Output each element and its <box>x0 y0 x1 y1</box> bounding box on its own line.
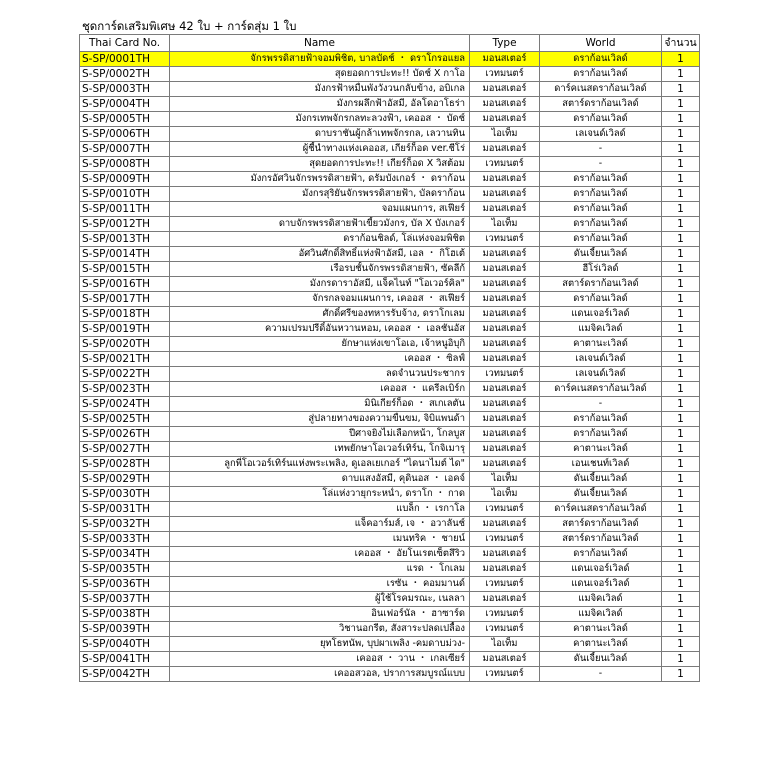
card-number-cell: S-SP/0031TH <box>80 502 170 517</box>
card-name-cell: ดาบราชันผู้กล้าเทพจักรกล, เลวานทิน <box>170 127 470 142</box>
card-list-sheet <box>79 18 699 682</box>
table-row <box>80 157 700 172</box>
card-number-cell: S-SP/0021TH <box>80 352 170 367</box>
card-world-cell: ดราก้อนเวิลด์ <box>540 412 662 427</box>
table-row <box>80 52 700 67</box>
table-row <box>80 382 700 397</box>
card-number-cell: S-SP/0016TH <box>80 277 170 292</box>
card-world-cell: ดราก้อนเวิลด์ <box>540 217 662 232</box>
card-quantity-cell: 1 <box>662 142 700 157</box>
card-name-cell: ความเปรมปรีดิ์อันหวานหอม, เคออส ・ เอลชันอัส <box>170 322 470 337</box>
card-name-cell: มังกรอัศวินจักรพรรดิสายฟ้า, ดรัมบังเกอร์ ・ ดราก้อน <box>170 172 470 187</box>
card-type-cell: ไอเท็ม <box>470 472 540 487</box>
card-number-cell: S-SP/0032TH <box>80 517 170 532</box>
card-type-cell: มอนสเตอร์ <box>470 562 540 577</box>
card-name-cell: มังกรเทพจักรกลทะลวงฟ้า, เคออส ・ บัดช์ <box>170 112 470 127</box>
card-number-cell: S-SP/0034TH <box>80 547 170 562</box>
card-number-cell: S-SP/0015TH <box>80 262 170 277</box>
card-number-cell: S-SP/0011TH <box>80 202 170 217</box>
card-name-cell: เคออส ・ อัยโนเรตเซ็ตสึริว <box>170 547 470 562</box>
card-name-cell: มินิเกียร์ก็อด ・ สเกเลตัน <box>170 397 470 412</box>
card-world-cell: เลเจนด์เวิลด์ <box>540 352 662 367</box>
card-world-cell: - <box>540 157 662 172</box>
card-type-cell: มอนสเตอร์ <box>470 112 540 127</box>
card-name-cell: สุดยอดการปะทะ!! บัดช์ X กาโอ <box>170 67 470 82</box>
table-row <box>80 367 700 382</box>
table-row <box>80 427 700 442</box>
card-number-cell: S-SP/0008TH <box>80 157 170 172</box>
table-row <box>80 292 700 307</box>
card-type-cell: มอนสเตอร์ <box>470 187 540 202</box>
card-quantity-cell: 1 <box>662 397 700 412</box>
card-name-cell: มังกรดาราอัสมี, แจ็คไนท์ "โอเวอร์คิล" <box>170 277 470 292</box>
card-world-cell: คาตานะเวิลด์ <box>540 442 662 457</box>
card-number-cell: S-SP/0025TH <box>80 412 170 427</box>
card-world-cell: สตาร์ดราก้อนเวิลด์ <box>540 277 662 292</box>
card-name-cell: เทพยักษาโอเวอร์เทิร์น, โกจิเมารุ <box>170 442 470 457</box>
card-name-cell: เคออส ・ แครีลเบิร์ก <box>170 382 470 397</box>
card-type-cell: มอนสเตอร์ <box>470 52 540 67</box>
card-world-cell: ดาร์คเนสดราก้อนเวิลด์ <box>540 502 662 517</box>
card-number-cell: S-SP/0023TH <box>80 382 170 397</box>
card-type-cell: มอนสเตอร์ <box>470 547 540 562</box>
card-number-cell: S-SP/0007TH <box>80 142 170 157</box>
card-quantity-cell: 1 <box>662 637 700 652</box>
table-row <box>80 247 700 262</box>
table-body <box>80 52 700 682</box>
table-row <box>80 412 700 427</box>
card-quantity-cell: 1 <box>662 52 700 67</box>
card-type-cell: เวทมนตร์ <box>470 232 540 247</box>
card-type-cell: มอนสเตอร์ <box>470 412 540 427</box>
card-type-cell: ไอเท็ม <box>470 217 540 232</box>
card-name-cell: ปีศาจยิงไม่เลือกหน้า, โกลบูส <box>170 427 470 442</box>
card-world-cell: คาตานะเวิลด์ <box>540 637 662 652</box>
card-name-cell: มังกรผลึกฟ้าอัสมี, อัลโดอาโธร่า <box>170 97 470 112</box>
card-world-cell: คาตานะเวิลด์ <box>540 622 662 637</box>
card-name-cell: เรือรบชั้นจักรพรรดิสายฟ้า, ซัคลีก้ <box>170 262 470 277</box>
card-world-cell: ดาร์คเนสดราก้อนเวิลด์ <box>540 82 662 97</box>
card-number-cell: S-SP/0010TH <box>80 187 170 202</box>
card-world-cell: ดราก้อนเวิลด์ <box>540 202 662 217</box>
card-type-cell: ไอเท็ม <box>470 487 540 502</box>
card-world-cell: ดราก้อนเวิลด์ <box>540 232 662 247</box>
card-number-cell: S-SP/0024TH <box>80 397 170 412</box>
card-quantity-cell: 1 <box>662 652 700 667</box>
card-name-cell: ศักดิ์ศรีของทหารรับจ้าง, ดราโกเลม <box>170 307 470 322</box>
card-quantity-cell: 1 <box>662 292 700 307</box>
card-name-cell: อัศวินศักดิ์สิทธิ์แห่งฟ้าอัสมี, เอล ・ กิโฮเต้ <box>170 247 470 262</box>
card-name-cell: ยักษาแห่งเขาโอเอ, เจ้าหนูอิบุกิ <box>170 337 470 352</box>
card-number-cell: S-SP/0019TH <box>80 322 170 337</box>
table-row <box>80 97 700 112</box>
card-quantity-cell: 1 <box>662 307 700 322</box>
card-quantity-cell: 1 <box>662 547 700 562</box>
card-name-cell: อินเฟอร์นัล ・ ฮาซาร์ด <box>170 607 470 622</box>
table-row <box>80 562 700 577</box>
card-name-cell: ลูกพี่โอเวอร์เทิร์นแห่งพระเพลิง, ดูเอลเยเกอร์ "ไดนาไมต์ ได" <box>170 457 470 472</box>
card-quantity-cell: 1 <box>662 667 700 682</box>
card-quantity-cell: 1 <box>662 592 700 607</box>
card-name-cell: เรซัน ・ คอมมานด์ <box>170 577 470 592</box>
card-quantity-cell: 1 <box>662 247 700 262</box>
card-type-cell: มอนสเตอร์ <box>470 97 540 112</box>
card-number-cell: S-SP/0013TH <box>80 232 170 247</box>
card-name-cell: ผู้ชี้นำทางแห่งเคออส, เกียร์ก็อด ver.ชีโร่ <box>170 142 470 157</box>
card-number-cell: S-SP/0038TH <box>80 607 170 622</box>
card-number-cell: S-SP/0006TH <box>80 127 170 142</box>
table-row <box>80 172 700 187</box>
card-type-cell: มอนสเตอร์ <box>470 322 540 337</box>
card-quantity-cell: 1 <box>662 562 700 577</box>
card-name-cell: ดาบแสงอัสมี, คุดินอส ・ เอคจ์ <box>170 472 470 487</box>
card-number-cell: S-SP/0005TH <box>80 112 170 127</box>
card-number-cell: S-SP/0009TH <box>80 172 170 187</box>
table-row <box>80 517 700 532</box>
card-world-cell: ดราก้อนเวิลด์ <box>540 427 662 442</box>
card-quantity-cell: 1 <box>662 97 700 112</box>
card-type-cell: มอนสเตอร์ <box>470 142 540 157</box>
card-type-cell: มอนสเตอร์ <box>470 82 540 97</box>
card-type-cell: มอนสเตอร์ <box>470 517 540 532</box>
card-name-cell: โล่แห่งวายุกระหน่ำ, ดราโก ・ กาด <box>170 487 470 502</box>
card-name-cell: สุดยอดการปะทะ!! เกียร์ก็อด X วิสต้อม <box>170 157 470 172</box>
card-world-cell: ดราก้อนเวิลด์ <box>540 67 662 82</box>
card-name-cell: ลดจำนวนประชากร <box>170 367 470 382</box>
table-row <box>80 607 700 622</box>
table-row <box>80 352 700 367</box>
card-type-cell: มอนสเตอร์ <box>470 457 540 472</box>
card-name-cell: ดราก้อนชิลด์, โล่แห่งจอมพิชิต <box>170 232 470 247</box>
card-world-cell: ดันเจี้ยนเวิลด์ <box>540 247 662 262</box>
card-world-cell: ดราก้อนเวิลด์ <box>540 172 662 187</box>
card-world-cell: - <box>540 667 662 682</box>
card-number-cell: S-SP/0022TH <box>80 367 170 382</box>
card-name-cell: จักรพรรดิสายฟ้าจอมพิชิต, บาลบัดช์ ・ ดราโกรอแยล <box>170 52 470 67</box>
card-world-cell: ดันเจี้ยนเวิลด์ <box>540 487 662 502</box>
card-world-cell: ดันเจี้ยนเวิลด์ <box>540 472 662 487</box>
card-quantity-cell: 1 <box>662 67 700 82</box>
card-world-cell: แดนเจอร์เวิลด์ <box>540 577 662 592</box>
card-quantity-cell: 1 <box>662 472 700 487</box>
table-row <box>80 547 700 562</box>
card-number-cell: S-SP/0033TH <box>80 532 170 547</box>
column-header-name: Name <box>170 35 470 52</box>
card-number-cell: S-SP/0003TH <box>80 82 170 97</box>
card-type-cell: มอนสเตอร์ <box>470 442 540 457</box>
card-world-cell: แมจิคเวิลด์ <box>540 592 662 607</box>
card-quantity-cell: 1 <box>662 517 700 532</box>
card-name-cell: เคออสวอล, ปราการสมบูรณ์แบบ <box>170 667 470 682</box>
card-name-cell: สู่ปลายทางของความขื่นขม, จิบิแพนด้า <box>170 412 470 427</box>
card-quantity-cell: 1 <box>662 112 700 127</box>
table-row <box>80 442 700 457</box>
card-type-cell: มอนสเตอร์ <box>470 397 540 412</box>
card-quantity-cell: 1 <box>662 532 700 547</box>
card-name-cell: วิชานอกรีต, สังสาระปลดเปลื้อง <box>170 622 470 637</box>
card-name-cell: เคออส ・ ซิลฟ์ <box>170 352 470 367</box>
card-name-cell: จักรกลจอมแผนการ, เคออส ・ สเฟียร์ <box>170 292 470 307</box>
table-row <box>80 397 700 412</box>
card-type-cell: เวทมนตร์ <box>470 622 540 637</box>
card-quantity-cell: 1 <box>662 457 700 472</box>
card-number-cell: S-SP/0020TH <box>80 337 170 352</box>
table-row <box>80 202 700 217</box>
card-world-cell: ฮีโร่เวิลด์ <box>540 262 662 277</box>
card-type-cell: มอนสเตอร์ <box>470 337 540 352</box>
card-world-cell: - <box>540 397 662 412</box>
card-number-cell: S-SP/0027TH <box>80 442 170 457</box>
card-name-cell: เมนทริค ・ ชายน์ <box>170 532 470 547</box>
card-name-cell: ผู้ใช้โรคมรณะ, เนลลา <box>170 592 470 607</box>
card-world-cell: สตาร์ดราก้อนเวิลด์ <box>540 517 662 532</box>
card-quantity-cell: 1 <box>662 382 700 397</box>
sheet-heading: ชุดการ์ดเสริมพิเศษ 42 ใบ + การ์ดสุ่ม 1 ใบ <box>82 19 297 33</box>
card-name-cell: จอมแผนการ, สเฟียร์ <box>170 202 470 217</box>
card-quantity-cell: 1 <box>662 622 700 637</box>
card-type-cell: มอนสเตอร์ <box>470 292 540 307</box>
card-name-cell: ดาบจักรพรรดิสายฟ้าเขี้ยวมังกร, บัล X บังเกอร์ <box>170 217 470 232</box>
card-name-cell: แรด ・ โกเลม <box>170 562 470 577</box>
card-name-cell: มังกรฟ้าหมื่นพังวังวนกลับข้าง, อบิเกล <box>170 82 470 97</box>
card-quantity-cell: 1 <box>662 202 700 217</box>
card-quantity-cell: 1 <box>662 607 700 622</box>
table-row <box>80 67 700 82</box>
table-row <box>80 82 700 97</box>
table-row <box>80 337 700 352</box>
card-name-cell: แจ็คอาร์มส์, เจ ・ อวาลันช์ <box>170 517 470 532</box>
card-quantity-cell: 1 <box>662 577 700 592</box>
table-row <box>80 652 700 667</box>
card-world-cell: เอนเชนท์เวิลด์ <box>540 457 662 472</box>
card-type-cell: มอนสเตอร์ <box>470 247 540 262</box>
card-world-cell: - <box>540 142 662 157</box>
table-row <box>80 592 700 607</box>
table-row <box>80 127 700 142</box>
card-world-cell: แดนเจอร์เวิลด์ <box>540 307 662 322</box>
card-type-cell: เวทมนตร์ <box>470 502 540 517</box>
table-row <box>80 187 700 202</box>
card-world-cell: แมจิคเวิลด์ <box>540 322 662 337</box>
card-number-cell: S-SP/0014TH <box>80 247 170 262</box>
card-number-cell: S-SP/0001TH <box>80 52 170 67</box>
table-row <box>80 322 700 337</box>
card-quantity-cell: 1 <box>662 487 700 502</box>
card-quantity-cell: 1 <box>662 502 700 517</box>
table-row <box>80 277 700 292</box>
card-number-cell: S-SP/0041TH <box>80 652 170 667</box>
card-number-cell: S-SP/0030TH <box>80 487 170 502</box>
card-quantity-cell: 1 <box>662 277 700 292</box>
card-name-cell: แบล็ก ・ เรกาโล <box>170 502 470 517</box>
table-header-row <box>80 35 700 52</box>
card-number-cell: S-SP/0037TH <box>80 592 170 607</box>
card-type-cell: มอนสเตอร์ <box>470 262 540 277</box>
card-type-cell: ไอเท็ม <box>470 127 540 142</box>
table-row <box>80 262 700 277</box>
card-type-cell: มอนสเตอร์ <box>470 172 540 187</box>
table-row <box>80 112 700 127</box>
table-row <box>80 577 700 592</box>
card-number-cell: S-SP/0002TH <box>80 67 170 82</box>
card-type-cell: เวทมนตร์ <box>470 667 540 682</box>
card-number-cell: S-SP/0017TH <box>80 292 170 307</box>
card-world-cell: ดันเจี้ยนเวิลด์ <box>540 652 662 667</box>
table-row <box>80 232 700 247</box>
card-type-cell: มอนสเตอร์ <box>470 652 540 667</box>
card-world-cell: ดราก้อนเวิลด์ <box>540 52 662 67</box>
card-name-cell: มังกรสุริยันจักรพรรดิสายฟ้า, บัลดราก้อน <box>170 187 470 202</box>
card-quantity-cell: 1 <box>662 232 700 247</box>
card-number-cell: S-SP/0012TH <box>80 217 170 232</box>
column-header-card-no: Thai Card No. <box>80 35 170 52</box>
card-quantity-cell: 1 <box>662 352 700 367</box>
table-row <box>80 667 700 682</box>
table-row <box>80 622 700 637</box>
card-type-cell: เวทมนตร์ <box>470 577 540 592</box>
card-quantity-cell: 1 <box>662 262 700 277</box>
card-number-cell: S-SP/0026TH <box>80 427 170 442</box>
table-row <box>80 307 700 322</box>
card-world-cell: สตาร์ดราก้อนเวิลด์ <box>540 532 662 547</box>
card-type-cell: เวทมนตร์ <box>470 607 540 622</box>
card-type-cell: ไอเท็ม <box>470 637 540 652</box>
card-type-cell: มอนสเตอร์ <box>470 592 540 607</box>
card-quantity-cell: 1 <box>662 217 700 232</box>
card-quantity-cell: 1 <box>662 157 700 172</box>
card-type-cell: เวทมนตร์ <box>470 532 540 547</box>
column-header-type: Type <box>470 35 540 52</box>
card-name-cell: เคออส ・ วาน ・ เกลเซียร์ <box>170 652 470 667</box>
card-world-cell: ดราก้อนเวิลด์ <box>540 187 662 202</box>
card-quantity-cell: 1 <box>662 427 700 442</box>
table-row <box>80 142 700 157</box>
card-quantity-cell: 1 <box>662 412 700 427</box>
card-world-cell: สตาร์ดราก้อนเวิลด์ <box>540 97 662 112</box>
card-name-cell: ยุทโธทนัพ, บุปผาเพลิง -คมดาบม่วง- <box>170 637 470 652</box>
card-world-cell: คาตานะเวิลด์ <box>540 337 662 352</box>
card-type-cell: มอนสเตอร์ <box>470 352 540 367</box>
card-type-cell: มอนสเตอร์ <box>470 202 540 217</box>
card-world-cell: ดราก้อนเวิลด์ <box>540 112 662 127</box>
card-number-cell: S-SP/0039TH <box>80 622 170 637</box>
card-type-cell: เวทมนตร์ <box>470 67 540 82</box>
card-quantity-cell: 1 <box>662 187 700 202</box>
card-type-cell: มอนสเตอร์ <box>470 277 540 292</box>
card-quantity-cell: 1 <box>662 172 700 187</box>
card-type-cell: มอนสเตอร์ <box>470 307 540 322</box>
card-world-cell: แดนเจอร์เวิลด์ <box>540 562 662 577</box>
card-world-cell: เลเจนด์เวิลด์ <box>540 127 662 142</box>
table-row <box>80 532 700 547</box>
card-world-cell: เลเจนด์เวิลด์ <box>540 367 662 382</box>
table-row <box>80 502 700 517</box>
card-number-cell: S-SP/0028TH <box>80 457 170 472</box>
table-row <box>80 472 700 487</box>
table-row <box>80 457 700 472</box>
card-type-cell: เวทมนตร์ <box>470 367 540 382</box>
table-row <box>80 487 700 502</box>
table-row <box>80 217 700 232</box>
card-world-cell: ดาร์คเนสดราก้อนเวิลด์ <box>540 382 662 397</box>
card-number-cell: S-SP/0035TH <box>80 562 170 577</box>
card-quantity-cell: 1 <box>662 337 700 352</box>
column-header-world: World <box>540 35 662 52</box>
card-quantity-cell: 1 <box>662 82 700 97</box>
card-type-cell: มอนสเตอร์ <box>470 427 540 442</box>
card-number-cell: S-SP/0042TH <box>80 667 170 682</box>
card-quantity-cell: 1 <box>662 127 700 142</box>
card-number-cell: S-SP/0004TH <box>80 97 170 112</box>
card-number-cell: S-SP/0040TH <box>80 637 170 652</box>
table-row <box>80 637 700 652</box>
card-type-cell: มอนสเตอร์ <box>470 382 540 397</box>
card-table <box>79 34 700 682</box>
card-quantity-cell: 1 <box>662 322 700 337</box>
card-type-cell: เวทมนตร์ <box>470 157 540 172</box>
card-number-cell: S-SP/0018TH <box>80 307 170 322</box>
card-quantity-cell: 1 <box>662 367 700 382</box>
card-number-cell: S-SP/0029TH <box>80 472 170 487</box>
card-number-cell: S-SP/0036TH <box>80 577 170 592</box>
card-world-cell: ดราก้อนเวิลด์ <box>540 292 662 307</box>
column-header-quantity: จำนวน <box>662 35 700 52</box>
card-world-cell: ดราก้อนเวิลด์ <box>540 547 662 562</box>
card-quantity-cell: 1 <box>662 442 700 457</box>
card-world-cell: แมจิคเวิลด์ <box>540 607 662 622</box>
